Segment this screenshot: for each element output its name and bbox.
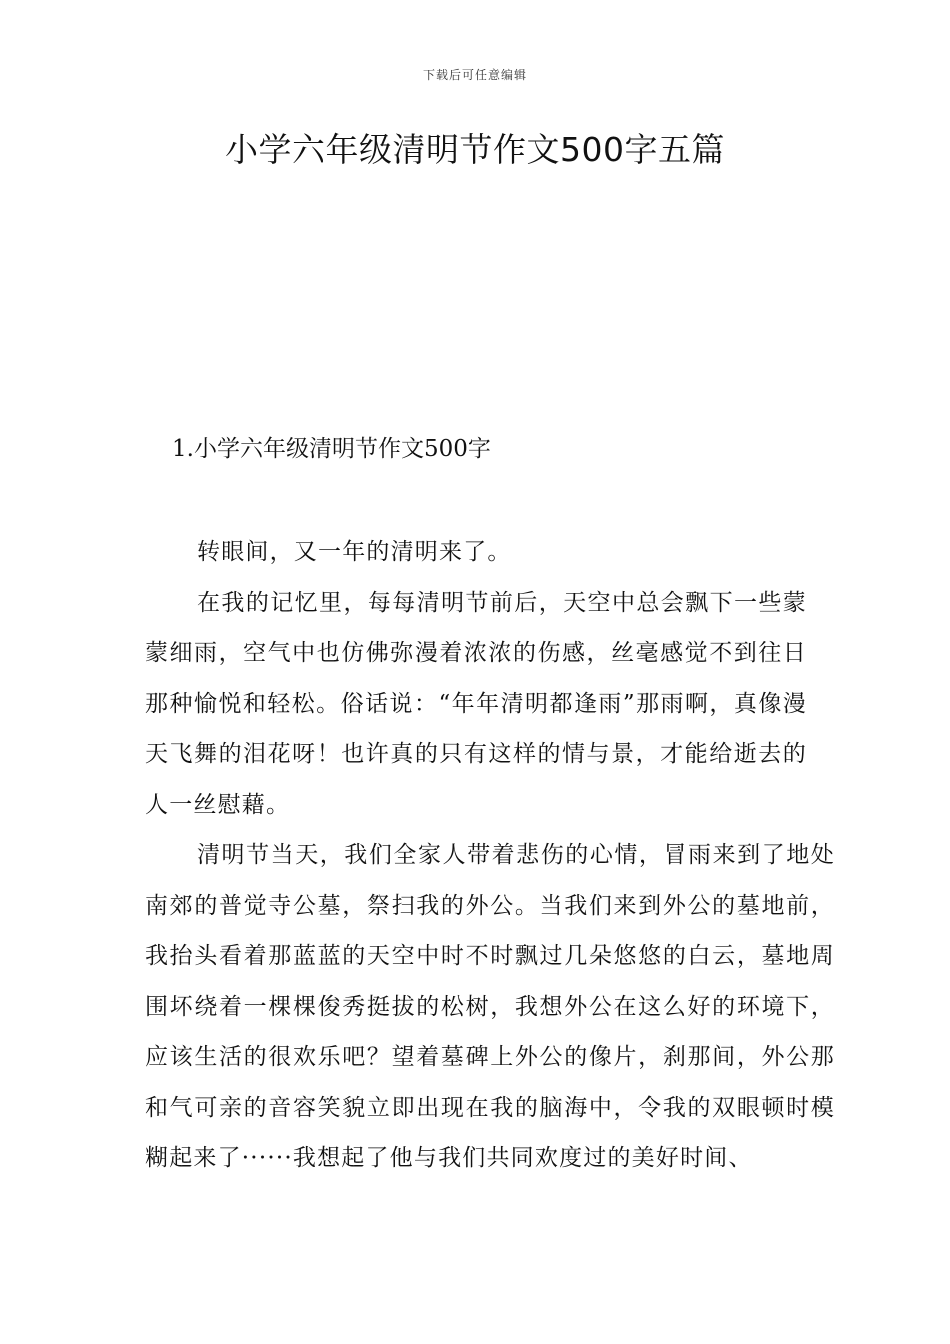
paragraph: 在我的记忆里，每每清明节前后，天空中总会飘下一些蒙蒙细雨，空气中也仿佛弥漫着浓浓的伤感，丝毫感觉不到往日那种愉悦和轻松。俗话说：“年年清明都逢雨”那雨啊，真像漫天飞舞的泪花呀！也许真的只有这样的情与景，才能给逝去的人一丝慰藉。 <box>145 589 807 818</box>
header-note: 下载后可任意编辑 <box>422 68 527 82</box>
essay-body <box>145 527 835 1184</box>
paragraph: 清明节当天，我们全家人带着悲伤的心情，冒雨来到了地处南郊的普觉寺公墓，祭扫我的外公。当我们来到外公的墓地前，我抬头看着那蓝蓝的天空中时不时飘过几朵悠悠的白云，墓地周围坏绕着一棵棵俊秀挺拔的松树，我想外公在这么好的环境下，应该生活的很欢乐吧？望着墓碑上外公的像片，刹那间，外公那和气可亲的音容笑貌立即出现在我的脑海中，令我的双眼顿时模糊起来了······我想起了他与我们共同欢度过的美好时间、 <box>145 842 835 1171</box>
paragraph: 转眼间，又一年的清明来了。 <box>197 539 512 565</box>
section-heading: 1.小学六年级清明节作文500字 <box>172 436 491 462</box>
document-title: 小学六年级清明节作文500字五篇 <box>225 130 725 169</box>
